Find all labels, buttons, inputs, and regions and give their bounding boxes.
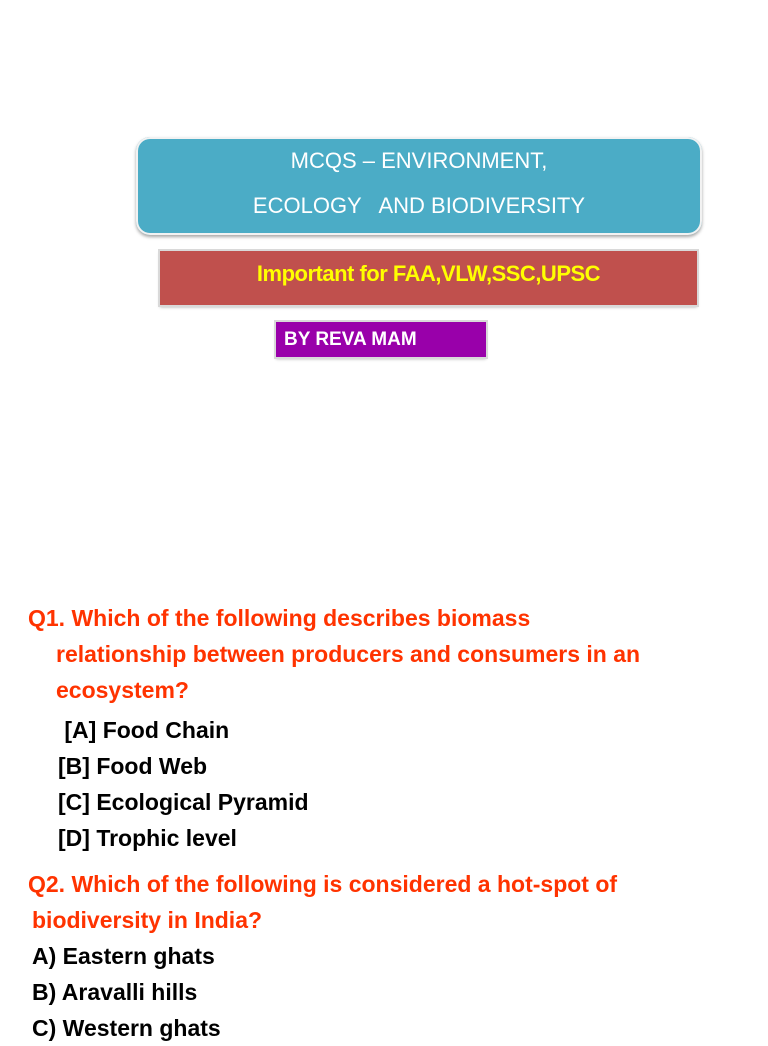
option-c: C) Western ghats	[32, 1015, 221, 1041]
option-d: [D] Trophic level	[58, 825, 237, 851]
option-c: [C] Ecological Pyramid	[58, 789, 309, 815]
option-b: B) Aravalli hills	[32, 979, 198, 1005]
question-2-line-2: biodiversity in India?	[32, 907, 263, 933]
question-2-text	[0, 866, 768, 938]
question-1-options	[0, 712, 768, 856]
question-1	[0, 600, 768, 856]
option-a: A) Eastern ghats	[32, 943, 215, 969]
question-2-options	[0, 938, 768, 1046]
author-badge: BY REVA MAM	[276, 322, 486, 357]
title-line-1: MCQS – ENVIRONMENT,	[290, 148, 548, 173]
title-banner	[136, 137, 702, 235]
question-1-line-2: relationship between producers and consumers in an	[56, 641, 641, 667]
question-1-line-1: Q1. Which of the following describes biomass	[28, 605, 531, 631]
question-1-line-3: ecosystem?	[56, 677, 189, 703]
title-line-2: ECOLOGY AND BIODIVERSITY	[252, 193, 586, 218]
question-2-line-1: Q2. Which of the following is considered a hot-spot of	[28, 871, 618, 897]
question-2	[0, 866, 768, 1046]
option-b: [B] Food Web	[58, 753, 208, 779]
question-1-text	[0, 600, 768, 708]
important-for-banner: Important for FAA,VLW,SSC,UPSC	[160, 251, 697, 305]
option-a: [A] Food Chain	[58, 717, 230, 743]
